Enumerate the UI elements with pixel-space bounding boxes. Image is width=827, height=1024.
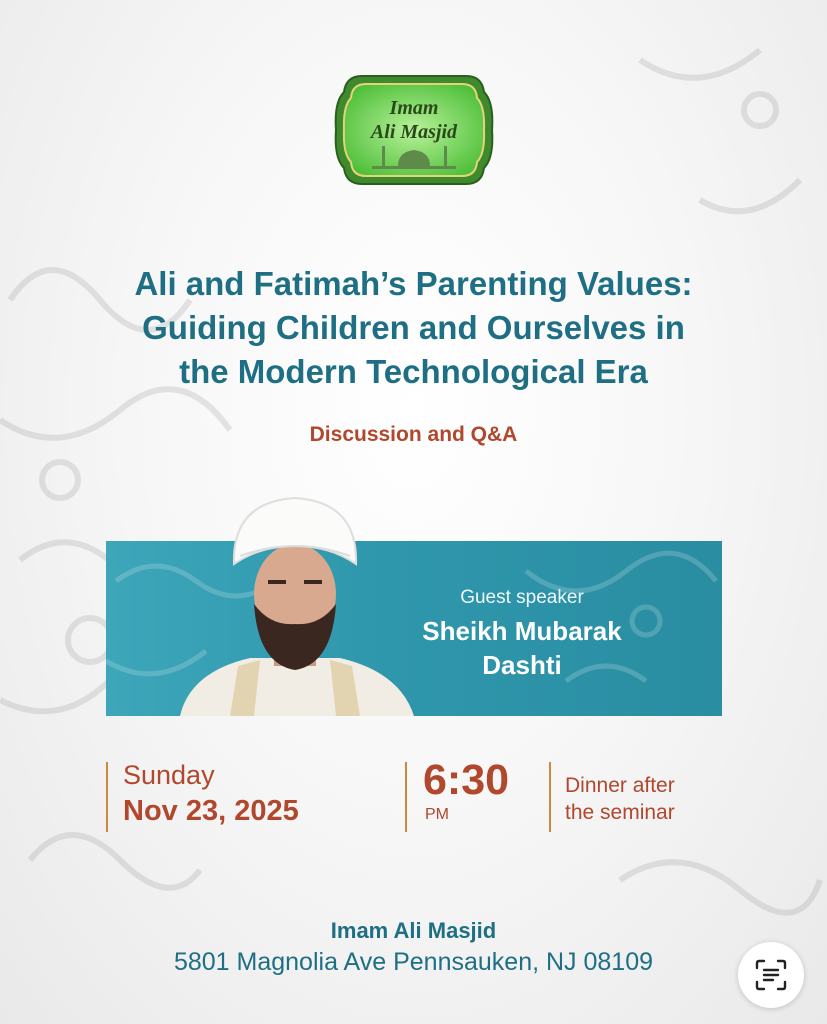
dinner-note bbox=[565, 772, 675, 826]
title-line-1: Ali and Fatimah’s Parenting Values: bbox=[134, 265, 693, 302]
speaker-name-line-1: Sheikh Mubarak bbox=[422, 616, 622, 646]
divider-middle bbox=[405, 762, 407, 832]
text-scan-button[interactable] bbox=[738, 942, 804, 1008]
event-time: 6:30 bbox=[423, 756, 510, 804]
speaker-name bbox=[372, 614, 672, 682]
dinner-note-line-1: Dinner after bbox=[565, 774, 675, 797]
dinner-note-line-2: the seminar bbox=[565, 801, 675, 824]
svg-text:Ali Masjid: Ali Masjid bbox=[370, 121, 458, 143]
imam-ali-masjid-logo bbox=[332, 72, 496, 188]
event-time-period: PM bbox=[425, 806, 449, 823]
title-line-2: Guiding Children and Ourselves in bbox=[142, 309, 685, 346]
venue-name: Imam Ali Masjid bbox=[330, 918, 497, 943]
divider-left bbox=[106, 762, 108, 832]
venue-address: 5801 Magnolia Ave Pennsauken, NJ 08109 bbox=[173, 948, 654, 976]
svg-text:Imam: Imam bbox=[389, 97, 439, 119]
event-title bbox=[60, 262, 767, 394]
title-line-3: the Modern Technological Era bbox=[179, 353, 648, 390]
event-date: Nov 23, 2025 bbox=[123, 795, 299, 827]
event-subtitle: Discussion and Q&A bbox=[309, 423, 518, 446]
guest-speaker-label: Guest speaker bbox=[460, 587, 584, 608]
event-day: Sunday bbox=[123, 760, 215, 790]
divider-right bbox=[549, 762, 551, 832]
speaker-name-line-2: Dashti bbox=[482, 650, 562, 680]
text-scan-icon bbox=[754, 958, 788, 992]
